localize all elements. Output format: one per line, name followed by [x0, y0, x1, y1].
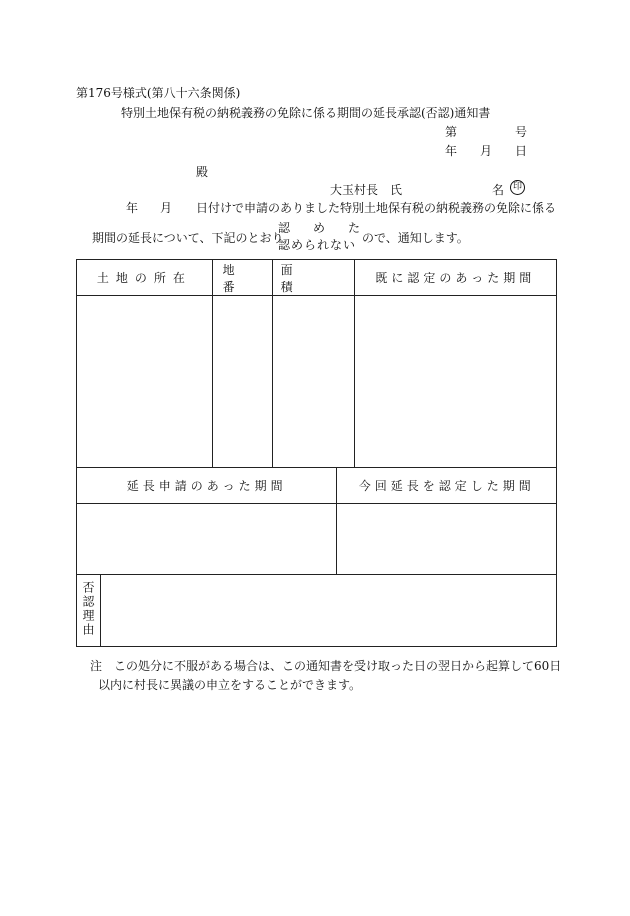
note-line2: 以内に村長に異議の申立をすることができます。 — [98, 678, 362, 692]
sender-name-label: 名 — [492, 183, 505, 197]
choice-bottom: 認められない — [278, 238, 357, 252]
header-location: 土地の所在 — [77, 260, 213, 296]
seal-mark — [510, 180, 525, 195]
note-line1: この処分に不服がある場合は、この通知書を受け取った日の翌日から起算して60日 — [114, 659, 562, 673]
reason-label: 否認理由 — [77, 575, 101, 647]
choice-top-3: た — [348, 221, 361, 235]
note-label: 注 — [90, 659, 103, 673]
sender-label: 大玉村長 氏 — [330, 183, 403, 197]
header-applied-period: 延長申請のあった期間 — [77, 468, 337, 504]
number-label-go: 号 — [515, 125, 528, 139]
header-certified-period: 既に認定のあった期間 — [354, 260, 556, 296]
cell-lot-number[interactable] — [212, 296, 272, 468]
cell-certified-period[interactable] — [354, 296, 556, 468]
body-line2-suffix: ので、通知します。 — [362, 231, 469, 245]
cell-applied-period[interactable] — [77, 504, 337, 575]
number-label-dai: 第 — [445, 125, 458, 139]
period-table — [76, 467, 557, 575]
choice-top-1: 認 — [278, 221, 291, 235]
cell-reason[interactable] — [100, 575, 556, 647]
body-line2-prefix: 期間の延長について、下記のとおり — [92, 231, 284, 245]
date-month-label: 月 — [480, 144, 493, 158]
header-lot-number: 地番 — [212, 260, 272, 296]
recipient-suffix: 殿 — [196, 165, 209, 179]
land-table — [76, 259, 557, 468]
date-day-label: 日 — [515, 144, 528, 158]
header-approved-period: 今回延長を認定した期間 — [337, 468, 557, 504]
reason-table — [76, 574, 557, 647]
cell-approved-period[interactable] — [337, 504, 557, 575]
choice-top-2: め — [313, 221, 326, 235]
document-title: 特別土地保有税の納税義務の免除に係る期間の延長承認(否認)通知書 — [121, 106, 491, 120]
cell-area[interactable] — [272, 296, 354, 468]
form-number: 第176号様式(第八十六条関係) — [76, 86, 241, 100]
seal-icon: 印 — [510, 180, 525, 195]
date-year-label: 年 — [445, 144, 458, 158]
body-year-label: 年 — [126, 201, 139, 215]
body-month-label: 月 — [160, 201, 173, 215]
body-line1-text: 日付けで申請のありました特別土地保有税の納税義務の免除に係る — [196, 201, 557, 215]
cell-location[interactable] — [77, 296, 213, 468]
header-area: 面積 — [272, 260, 354, 296]
